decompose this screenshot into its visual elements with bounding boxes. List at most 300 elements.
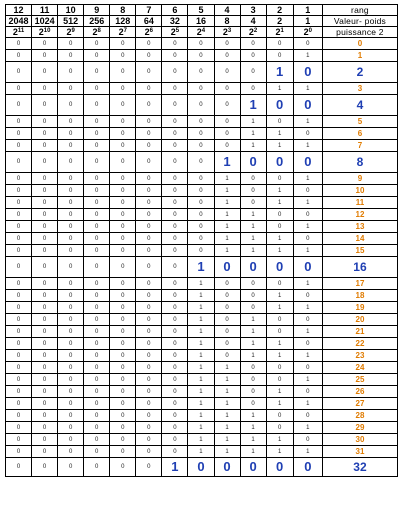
bit-cell: 0 <box>6 326 32 338</box>
bit-cell: 0 <box>240 50 266 62</box>
bit-cell: 1 <box>214 374 240 386</box>
bit-cell: 0 <box>162 398 188 410</box>
bit-cell: 0 <box>110 302 136 314</box>
bit-cell: 0 <box>58 290 84 302</box>
bit-cell: 0 <box>162 245 188 257</box>
power-base: 2 <box>248 27 254 37</box>
bit-cell: 0 <box>136 422 162 434</box>
bit-cell: 0 <box>110 386 136 398</box>
bit-cell: 0 <box>214 140 240 152</box>
bit-cell: 0 <box>136 338 162 350</box>
bit-cell: 0 <box>188 233 214 245</box>
bit-cell: 1 <box>188 350 214 362</box>
puissance-label: puissance 2 <box>322 27 397 38</box>
bit-cell: 0 <box>58 422 84 434</box>
bit-cell: 0 <box>266 95 293 116</box>
bit-cell: 0 <box>293 95 322 116</box>
table-row <box>6 302 398 314</box>
bit-cell: 0 <box>110 221 136 233</box>
bit-cell: 0 <box>293 128 322 140</box>
poids-cell: 64 <box>136 16 162 27</box>
bit-cell: 0 <box>6 95 32 116</box>
bit-cell: 1 <box>293 173 322 185</box>
bit-cell: 0 <box>58 209 84 221</box>
bit-cell: 0 <box>162 257 188 278</box>
table-row <box>6 326 398 338</box>
bit-cell: 0 <box>266 314 293 326</box>
decimal-value: 17 <box>322 278 397 290</box>
bit-cell: 0 <box>136 398 162 410</box>
decimal-value: 13 <box>322 221 397 233</box>
bit-cell: 0 <box>240 62 266 83</box>
table-row <box>6 278 398 290</box>
decimal-value: 16 <box>322 257 397 278</box>
bit-cell: 0 <box>240 290 266 302</box>
bit-cell: 0 <box>110 257 136 278</box>
bit-cell: 0 <box>266 50 293 62</box>
rang-cell: 2 <box>266 5 293 16</box>
bit-cell: 0 <box>136 374 162 386</box>
bit-cell: 1 <box>240 128 266 140</box>
bit-cell: 0 <box>136 446 162 458</box>
bit-cell: 1 <box>266 398 293 410</box>
bit-cell: 0 <box>6 350 32 362</box>
bit-cell: 0 <box>188 95 214 116</box>
bit-cell: 0 <box>32 128 58 140</box>
bit-cell: 0 <box>84 458 110 477</box>
bit-cell: 0 <box>84 302 110 314</box>
bit-cell: 0 <box>136 50 162 62</box>
bit-cell: 0 <box>240 83 266 95</box>
bit-cell: 0 <box>162 116 188 128</box>
bit-cell: 0 <box>214 128 240 140</box>
bit-cell: 0 <box>110 95 136 116</box>
poids-cell: 512 <box>58 16 84 27</box>
decimal-value: 18 <box>322 290 397 302</box>
decimal-value: 19 <box>322 302 397 314</box>
table-row <box>6 233 398 245</box>
bit-cell: 0 <box>58 434 84 446</box>
bit-cell: 0 <box>162 209 188 221</box>
rang-label: rang <box>322 5 397 16</box>
table-row <box>6 290 398 302</box>
bit-cell: 0 <box>136 140 162 152</box>
bit-cell: 1 <box>188 398 214 410</box>
bit-cell: 0 <box>58 128 84 140</box>
bit-cell: 0 <box>266 173 293 185</box>
bit-cell: 1 <box>188 362 214 374</box>
bit-cell: 0 <box>110 410 136 422</box>
bit-cell: 0 <box>58 221 84 233</box>
rang-cell: 4 <box>214 5 240 16</box>
bit-cell: 0 <box>162 83 188 95</box>
bit-cell: 0 <box>188 128 214 140</box>
bit-cell: 0 <box>58 314 84 326</box>
bit-cell: 0 <box>136 38 162 50</box>
decimal-value: 25 <box>322 374 397 386</box>
bit-cell: 0 <box>32 302 58 314</box>
bit-cell: 0 <box>214 290 240 302</box>
bit-cell: 0 <box>58 398 84 410</box>
table-row <box>6 350 398 362</box>
decimal-value: 27 <box>322 398 397 410</box>
bit-cell: 0 <box>84 83 110 95</box>
bit-cell: 0 <box>136 233 162 245</box>
bit-cell: 0 <box>188 83 214 95</box>
bit-cell: 0 <box>162 95 188 116</box>
poids-cell: 1024 <box>32 16 58 27</box>
bit-cell: 0 <box>32 350 58 362</box>
bit-cell: 0 <box>188 116 214 128</box>
power-exponent: 6 <box>149 28 154 34</box>
bit-cell: 0 <box>32 314 58 326</box>
bit-cell: 0 <box>84 314 110 326</box>
power-base: 2 <box>38 27 44 37</box>
bit-cell: 0 <box>136 314 162 326</box>
rang-cell: 12 <box>6 5 32 16</box>
bit-cell: 0 <box>6 83 32 95</box>
poids-cell: 256 <box>84 16 110 27</box>
bit-cell: 0 <box>293 152 322 173</box>
table-row <box>6 422 398 434</box>
bit-cell: 0 <box>162 152 188 173</box>
bit-cell: 0 <box>293 38 322 50</box>
decimal-value: 8 <box>322 152 397 173</box>
bit-cell: 0 <box>84 95 110 116</box>
header-row-puissance <box>6 27 398 38</box>
bit-cell: 0 <box>136 434 162 446</box>
bit-cell: 1 <box>214 410 240 422</box>
bit-cell: 0 <box>162 197 188 209</box>
power-cell <box>266 27 293 38</box>
bit-cell: 0 <box>110 278 136 290</box>
bit-cell: 0 <box>6 209 32 221</box>
bit-cell: 0 <box>58 410 84 422</box>
bit-cell: 0 <box>162 386 188 398</box>
bit-cell: 0 <box>188 38 214 50</box>
bit-cell: 0 <box>266 422 293 434</box>
bit-cell: 0 <box>266 257 293 278</box>
bit-cell: 0 <box>110 209 136 221</box>
bit-cell: 0 <box>214 314 240 326</box>
bit-cell: 0 <box>188 245 214 257</box>
bit-cell: 0 <box>162 50 188 62</box>
bit-cell: 0 <box>6 338 32 350</box>
bit-cell: 0 <box>84 209 110 221</box>
bit-cell: 0 <box>6 116 32 128</box>
bit-cell: 0 <box>293 62 322 83</box>
bit-cell: 0 <box>188 50 214 62</box>
bit-cell: 0 <box>214 278 240 290</box>
bit-cell: 0 <box>110 338 136 350</box>
bit-cell: 1 <box>266 302 293 314</box>
bit-cell: 0 <box>240 386 266 398</box>
bit-cell: 0 <box>32 446 58 458</box>
bit-cell: 0 <box>84 410 110 422</box>
decimal-value: 2 <box>322 62 397 83</box>
bit-cell: 0 <box>84 233 110 245</box>
poids-cell: 4 <box>240 16 266 27</box>
bit-cell: 0 <box>32 458 58 477</box>
bit-cell: 0 <box>136 221 162 233</box>
bit-cell: 0 <box>110 290 136 302</box>
bit-cell: 0 <box>136 152 162 173</box>
bit-cell: 0 <box>84 140 110 152</box>
bit-cell: 0 <box>58 386 84 398</box>
bit-cell: 1 <box>240 140 266 152</box>
power-base: 2 <box>144 27 150 37</box>
bit-cell: 0 <box>266 152 293 173</box>
bit-cell: 0 <box>293 386 322 398</box>
bit-cell: 1 <box>293 422 322 434</box>
bit-cell: 1 <box>266 62 293 83</box>
bit-cell: 1 <box>240 434 266 446</box>
bit-cell: 1 <box>293 197 322 209</box>
bit-cell: 0 <box>32 197 58 209</box>
bit-cell: 0 <box>6 173 32 185</box>
bit-cell: 0 <box>162 314 188 326</box>
bit-cell: 1 <box>293 140 322 152</box>
decimal-value: 6 <box>322 128 397 140</box>
table-row <box>6 173 398 185</box>
bit-cell: 0 <box>214 50 240 62</box>
bit-cell: 0 <box>293 434 322 446</box>
bit-cell: 1 <box>293 326 322 338</box>
poids-cell: 128 <box>110 16 136 27</box>
bit-cell: 0 <box>136 116 162 128</box>
bit-cell: 0 <box>84 173 110 185</box>
bit-cell: 0 <box>84 116 110 128</box>
bit-cell: 0 <box>58 233 84 245</box>
bit-cell: 0 <box>32 245 58 257</box>
table-row <box>6 38 398 50</box>
decimal-value: 24 <box>322 362 397 374</box>
rang-cell: 3 <box>240 5 266 16</box>
bit-cell: 0 <box>84 50 110 62</box>
bit-cell: 1 <box>240 350 266 362</box>
table-row <box>6 62 398 83</box>
power-exponent: 9 <box>71 28 75 34</box>
power-cell <box>6 27 32 38</box>
bit-cell: 1 <box>293 221 322 233</box>
bit-cell: 0 <box>266 221 293 233</box>
bit-cell: 1 <box>266 128 293 140</box>
bit-cell: 0 <box>84 398 110 410</box>
bit-cell: 1 <box>214 362 240 374</box>
bit-cell: 0 <box>6 398 32 410</box>
bit-cell: 0 <box>110 50 136 62</box>
bit-cell: 1 <box>266 83 293 95</box>
bit-cell: 0 <box>110 140 136 152</box>
bit-cell: 0 <box>6 434 32 446</box>
bit-cell: 0 <box>214 83 240 95</box>
bit-cell: 0 <box>58 152 84 173</box>
decimal-value: 5 <box>322 116 397 128</box>
bit-cell: 1 <box>188 338 214 350</box>
table-row <box>6 314 398 326</box>
bit-cell: 0 <box>240 302 266 314</box>
power-base: 2 <box>92 27 98 37</box>
bit-cell: 0 <box>6 422 32 434</box>
bit-cell: 0 <box>188 173 214 185</box>
bit-cell: 1 <box>266 140 293 152</box>
bit-cell: 1 <box>266 338 293 350</box>
power-base: 2 <box>66 27 72 37</box>
power-cell <box>84 27 110 38</box>
bit-cell: 0 <box>6 257 32 278</box>
bit-cell: 0 <box>58 257 84 278</box>
bit-cell: 0 <box>266 116 293 128</box>
decimal-value: 10 <box>322 185 397 197</box>
bit-cell: 1 <box>214 245 240 257</box>
decimal-value: 11 <box>322 197 397 209</box>
bit-cell: 0 <box>293 233 322 245</box>
bit-cell: 0 <box>110 128 136 140</box>
bit-cell: 0 <box>214 257 240 278</box>
bit-cell: 0 <box>240 173 266 185</box>
bit-cell: 0 <box>84 278 110 290</box>
bit-cell: 0 <box>136 62 162 83</box>
bit-cell: 0 <box>136 245 162 257</box>
bit-cell: 0 <box>84 128 110 140</box>
rang-cell: 10 <box>58 5 84 16</box>
bit-cell: 1 <box>293 83 322 95</box>
power-exponent: 0 <box>308 28 312 34</box>
bit-cell: 1 <box>266 197 293 209</box>
bit-cell: 1 <box>293 374 322 386</box>
bit-cell: 0 <box>240 257 266 278</box>
power-cell <box>32 27 58 38</box>
bit-cell: 0 <box>240 398 266 410</box>
bit-cell: 0 <box>136 410 162 422</box>
bit-cell: 0 <box>162 374 188 386</box>
bit-cell: 0 <box>58 362 84 374</box>
table-row <box>6 410 398 422</box>
bit-cell: 0 <box>110 446 136 458</box>
decimal-value: 22 <box>322 338 397 350</box>
bit-cell: 0 <box>58 458 84 477</box>
bit-cell: 0 <box>110 458 136 477</box>
bit-cell: 0 <box>136 302 162 314</box>
power-base: 2 <box>303 27 309 37</box>
table-row <box>6 140 398 152</box>
bit-cell: 0 <box>136 197 162 209</box>
bit-cell: 1 <box>266 434 293 446</box>
bit-cell: 1 <box>240 314 266 326</box>
bit-cell: 1 <box>240 326 266 338</box>
bit-cell: 0 <box>32 422 58 434</box>
bit-cell: 0 <box>84 152 110 173</box>
bit-cell: 0 <box>6 128 32 140</box>
bit-cell: 0 <box>6 314 32 326</box>
bit-cell: 0 <box>84 257 110 278</box>
bit-cell: 0 <box>110 173 136 185</box>
bit-cell: 1 <box>214 152 240 173</box>
bit-cell: 1 <box>214 233 240 245</box>
bit-cell: 0 <box>58 245 84 257</box>
bit-cell: 1 <box>266 350 293 362</box>
table-row <box>6 458 398 477</box>
bit-cell: 0 <box>162 128 188 140</box>
bit-cell: 0 <box>6 197 32 209</box>
power-cell <box>110 27 136 38</box>
bit-cell: 0 <box>162 338 188 350</box>
bit-cell: 0 <box>136 83 162 95</box>
bit-cell: 0 <box>110 362 136 374</box>
bit-cell: 0 <box>6 446 32 458</box>
bit-cell: 1 <box>266 290 293 302</box>
binary-table <box>5 4 398 477</box>
bit-cell: 1 <box>188 386 214 398</box>
poids-cell: 8 <box>214 16 240 27</box>
bit-cell: 0 <box>162 326 188 338</box>
bit-cell: 0 <box>58 350 84 362</box>
bit-cell: 0 <box>84 350 110 362</box>
decimal-value: 21 <box>322 326 397 338</box>
bit-cell: 1 <box>293 446 322 458</box>
bit-cell: 0 <box>58 38 84 50</box>
bit-cell: 1 <box>188 314 214 326</box>
table-row <box>6 245 398 257</box>
bit-cell: 0 <box>293 209 322 221</box>
table-row <box>6 197 398 209</box>
bit-cell: 1 <box>266 245 293 257</box>
bit-cell: 0 <box>266 458 293 477</box>
bit-cell: 0 <box>162 38 188 50</box>
bit-cell: 0 <box>162 173 188 185</box>
power-exponent: 4 <box>201 28 206 34</box>
bit-cell: 0 <box>84 38 110 50</box>
bit-cell: 0 <box>110 152 136 173</box>
bit-cell: 0 <box>84 326 110 338</box>
bit-cell: 1 <box>240 338 266 350</box>
poids-cell: 2 <box>266 16 293 27</box>
bit-cell: 0 <box>84 245 110 257</box>
bit-cell: 0 <box>162 350 188 362</box>
bit-cell: 1 <box>188 446 214 458</box>
bit-cell: 0 <box>162 233 188 245</box>
bit-cell: 0 <box>58 326 84 338</box>
table-row <box>6 185 398 197</box>
bit-cell: 0 <box>6 221 32 233</box>
bit-cell: 0 <box>110 197 136 209</box>
bit-cell: 1 <box>188 326 214 338</box>
bit-cell: 0 <box>6 62 32 83</box>
bit-cell: 0 <box>84 290 110 302</box>
bit-cell: 0 <box>136 128 162 140</box>
bit-cell: 0 <box>32 62 58 83</box>
bit-cell: 1 <box>188 410 214 422</box>
bit-cell: 0 <box>32 362 58 374</box>
bit-cell: 0 <box>84 374 110 386</box>
power-base: 2 <box>170 27 176 37</box>
bit-cell: 0 <box>110 116 136 128</box>
bit-cell: 0 <box>240 362 266 374</box>
bit-cell: 0 <box>110 350 136 362</box>
bit-cell: 0 <box>58 173 84 185</box>
bit-cell: 0 <box>110 326 136 338</box>
bit-cell: 1 <box>214 209 240 221</box>
bit-cell: 1 <box>293 302 322 314</box>
decimal-value: 32 <box>322 458 397 477</box>
power-cell <box>162 27 188 38</box>
bit-cell: 0 <box>162 446 188 458</box>
rang-cell: 8 <box>110 5 136 16</box>
bit-cell: 0 <box>266 362 293 374</box>
power-base: 2 <box>196 27 202 37</box>
bit-cell: 0 <box>188 458 214 477</box>
bit-cell: 0 <box>6 50 32 62</box>
